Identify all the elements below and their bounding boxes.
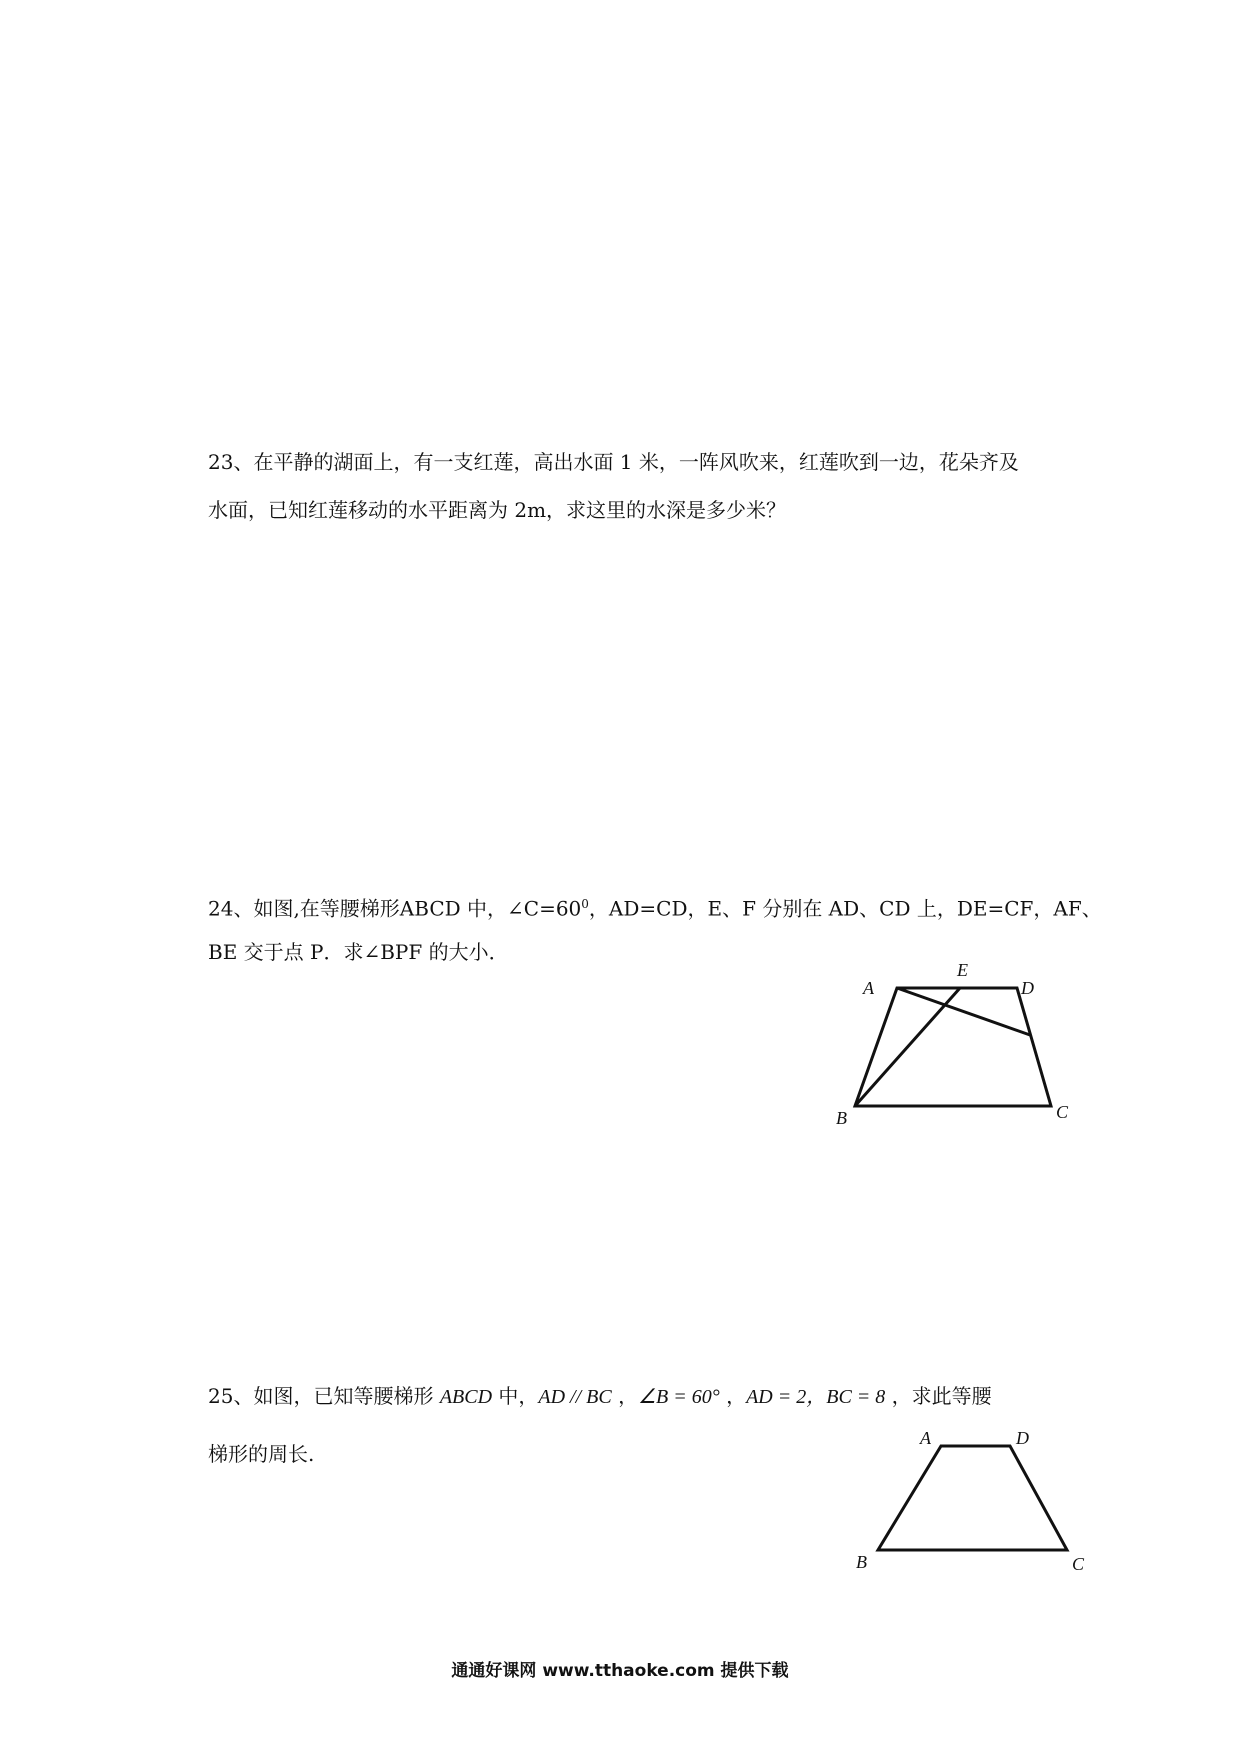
q25-text-a: 25、如图，已知等腰梯形	[208, 1384, 440, 1408]
q24-label-d: D	[1021, 978, 1034, 998]
q24-text-a: 24、如图,在等腰梯形ABCD 中，∠C=60	[208, 896, 582, 921]
q25-label-d: D	[1016, 1428, 1029, 1448]
q25-figure	[840, 1418, 1100, 1578]
q24-label-a: A	[863, 978, 874, 998]
q25-line-2: 梯形的周长.	[208, 1442, 315, 1466]
q25-text-d: ，	[719, 1384, 747, 1408]
q24-line-1	[208, 890, 1102, 923]
q24-segment-af	[897, 988, 1030, 1035]
q25-trapezoid-diagram	[840, 1418, 1100, 1578]
q24-label-b: B	[836, 1108, 847, 1128]
q24-label-c: C	[1056, 1102, 1069, 1122]
q24-trapezoid	[855, 988, 1051, 1106]
q24-figure	[820, 950, 1090, 1130]
q25-label-c: C	[1072, 1554, 1085, 1574]
q25-math-lengths: AD = 2，BC = 8	[746, 1386, 886, 1408]
q25-math-angle: ∠B = 60°	[638, 1386, 720, 1408]
page-footer: 通通好课网 www.tthaoke.com 提供下载	[451, 1661, 789, 1681]
q24-text-b: ，AD=CD，E、F 分别在 AD、CD 上，DE=CF，AF、	[588, 896, 1102, 921]
q24-trapezoid-diagram	[820, 950, 1090, 1130]
q25-text-b: 中，	[492, 1384, 539, 1408]
q25-text-e: ，求此等腰	[885, 1384, 992, 1408]
q24-line-2: BE 交于点 P．求∠BPF 的大小．	[208, 940, 509, 964]
q23-line-2: 水面，已知红莲移动的水平距离为 2m，求这里的水深是多少米？	[208, 498, 787, 522]
q25-label-b: B	[856, 1552, 867, 1572]
q24-label-e: E	[957, 960, 968, 980]
q23-line-1: 23、在平静的湖面上，有一支红莲，高出水面 1 米，一阵风吹来，红莲吹到一边，花朵齐及	[208, 450, 1019, 474]
q25-label-a: A	[920, 1428, 931, 1448]
q24-degree-sup: 0	[581, 897, 589, 911]
q25-math-abcd: ABCD	[439, 1386, 493, 1408]
q25-line-1	[208, 1382, 992, 1411]
q25-math-parallel: AD // BC	[538, 1386, 612, 1408]
q24-segment-be	[855, 988, 960, 1106]
q25-text-c: ，	[611, 1384, 639, 1408]
q25-trapezoid	[878, 1446, 1067, 1550]
